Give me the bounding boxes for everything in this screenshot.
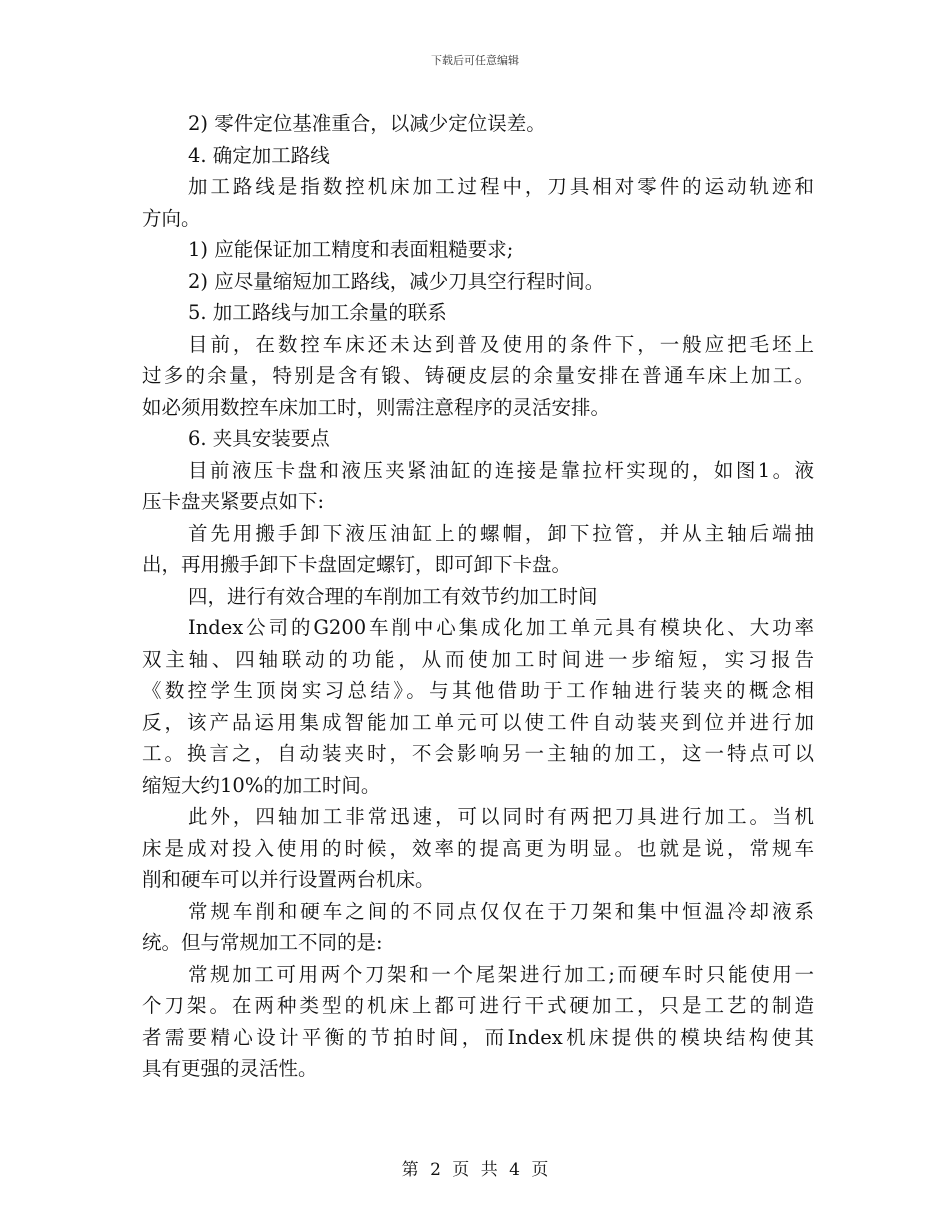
paragraph-line: 2) 应尽量缩短加工路线，减少刀具空行程时间。 <box>188 269 605 293</box>
paragraph-line: 2) 零件定位基准重合，以减少定位误差。 <box>188 112 546 135</box>
section-heading: 5. 加工路线与加工余量的联系 <box>188 301 447 324</box>
paragraph-line: 统。但与常规加工不同的是: <box>142 931 383 954</box>
paragraph-line: 常规加工可用两个刀架和一个尾架进行加工;而硬车时只能使用一 <box>188 962 814 986</box>
page-header: 下载后可任意编辑 <box>431 54 519 67</box>
paragraph-line: 出，再用搬手卸下卡盘固定螺钉，即可卸下卡盘。 <box>142 553 572 576</box>
paragraph-line: 反，该产品运用集成智能加工单元可以使工件自动装夹到位并进行加 <box>142 710 814 734</box>
paragraph-line: 方向。 <box>142 206 201 230</box>
paragraph-line: 加工路线是指数控机床加工过程中，刀具相对零件的运动轨迹和 <box>188 175 814 198</box>
section-heading: 4. 确定加工路线 <box>188 143 330 167</box>
paragraph-line: 如必须用数控车床加工时，则需注意程序的灵活安排。 <box>142 395 611 419</box>
paragraph-line: 目前，在数控车床还未达到普及使用的条件下，一般应把毛坯上 <box>188 332 814 356</box>
paragraph-line: 此外，四轴加工非常迅速，可以同时有两把刀具进行加工。当机 <box>188 805 814 828</box>
page-footer: 第 2 页 共 4 页 <box>401 1160 549 1180</box>
paragraph-line: 常规车削和硬车之间的不同点仅仅在于刀架和集中恒温冷却液系 <box>188 899 814 923</box>
paragraph-line: 床是成对投入使用的时候，效率的提高更为明显。也就是说，常规车 <box>142 836 814 860</box>
section-heading: 四，进行有效合理的车削加工有效节约加工时间 <box>188 584 598 608</box>
paragraph-line: 缩短大约10%的加工时间。 <box>142 773 381 797</box>
paragraph-line: 具有更强的灵活性。 <box>142 1057 318 1080</box>
paragraph-line: 目前液压卡盘和液压夹紧油缸的连接是靠拉杆实现的，如图1。液 <box>188 458 814 482</box>
paragraph-line: 压卡盘夹紧要点如下: <box>142 490 325 513</box>
paragraph-line: 过多的余量，特别是含有锻、铸硬皮层的余量安排在普通车床上加工。 <box>142 364 814 387</box>
paragraph-line: 1) 应能保证加工精度和表面粗糙要求; <box>188 238 514 261</box>
paragraph-line: 双主轴、四轴联动的功能，从而使加工时间进一步缩短，实习报告 <box>142 647 814 671</box>
document-body <box>142 108 814 1085</box>
paragraph-line: 工。换言之，自动装夹时，不会影响另一主轴的加工，这一特点可以 <box>142 742 814 765</box>
paragraph-line: 《数控学生顶岗实习总结》。与其他借助于工作轴进行装夹的概念相 <box>142 679 814 702</box>
paragraph-line: 者需要精心设计平衡的节拍时间，而Index机床提供的模块结构使其 <box>142 1025 814 1049</box>
paragraph-line: 削和硬车可以并行设置两台机床。 <box>142 868 435 891</box>
paragraph-line: Index公司的G200车削中心集成化加工单元具有模块化、大功率 <box>188 616 814 639</box>
paragraph-line: 个刀架。在两种类型的机床上都可进行干式硬加工，只是工艺的制造 <box>142 994 814 1017</box>
paragraph-line: 首先用搬手卸下液压油缸上的螺帽，卸下拉管，并从主轴后端抽 <box>188 521 814 545</box>
section-heading: 6. 夹具安装要点 <box>188 427 330 450</box>
